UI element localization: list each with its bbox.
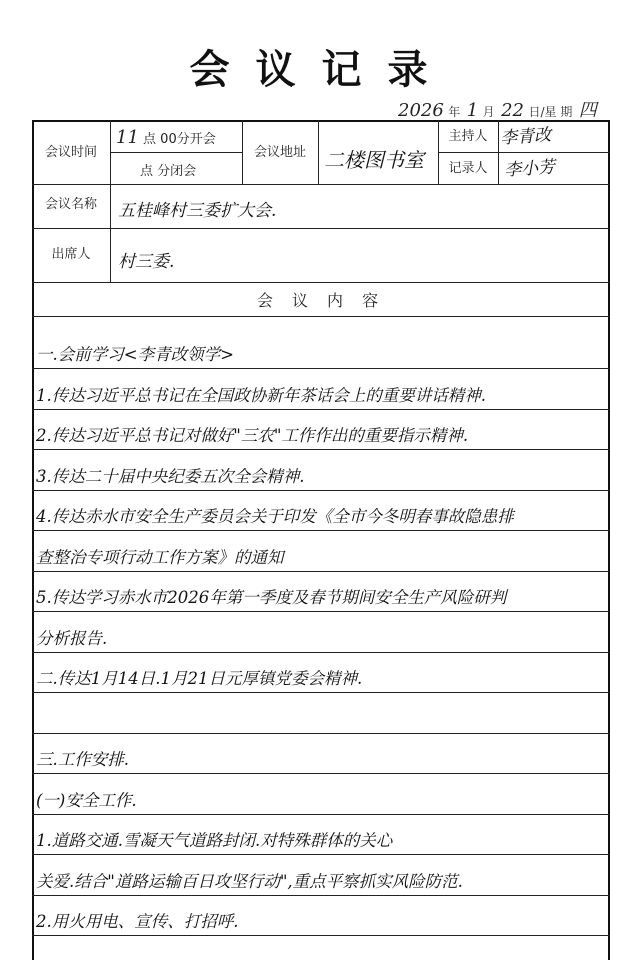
date-month-suffix: 月 (482, 105, 495, 119)
meeting-date (398, 96, 597, 122)
meeting-time-label: 会议时间 (44, 145, 97, 160)
recorder-label: 记录人 (448, 161, 488, 176)
date-year: 2026 (398, 100, 444, 121)
ruled-line (32, 490, 610, 491)
ruled-line (32, 530, 610, 531)
ruled-line (32, 854, 610, 855)
row-divider (32, 184, 610, 185)
content-line: 二.传达1月14日.1月21日元厚镇党委会精神. (36, 669, 363, 688)
content-line: 2.用火用电、宣传、打招呼. (36, 912, 239, 931)
content-line: 三.工作安排. (36, 750, 129, 769)
row-divider (32, 228, 610, 229)
content-line: 一.会前学习<李青改领学> (36, 345, 234, 364)
content-line: 2.传达习近平总书记对做好"三农"工作作出的重要指示精神. (36, 426, 469, 445)
row-divider (32, 316, 610, 317)
content-line: (一)安全工作. (36, 790, 137, 810)
ruled-line (32, 692, 610, 693)
recorder-signature: 李小芳 (503, 157, 556, 181)
content-line: 1.传达习近平总书记在全国政协新年茶话会上的重要讲话精神. (36, 385, 486, 405)
content-line: 关爱.结合"道路运输百日攻坚行动",重点平察抓实风险防范. (36, 871, 463, 891)
ruled-line (32, 814, 610, 815)
host-signature: 李青改 (499, 125, 552, 149)
attendee-label: 出席人 (51, 247, 91, 262)
ruled-line (32, 611, 610, 612)
date-day-suffix: 日/星 期 (528, 105, 573, 119)
attendee-value: 村三委. (118, 252, 175, 272)
start-time-text: 点 00分开会 (143, 132, 216, 147)
date-year-suffix: 年 (448, 105, 461, 119)
content-line: 3.传达二十届中央纪委五次全会精神. (36, 466, 305, 486)
start-time-cell (116, 127, 216, 148)
ruled-line (32, 935, 610, 936)
content-line: 5.传达学习赤水市2026年第一季度及春节期间安全生产风险研判 (36, 588, 507, 607)
document-title: 会议记录 (189, 46, 454, 93)
ruled-line (32, 773, 610, 774)
ruled-line (32, 652, 610, 653)
ruled-line (32, 368, 610, 369)
content-line: 分析报告. (36, 628, 108, 648)
meeting-name-value: 五桂峰村三委扩大会. (118, 201, 277, 221)
ruled-line (32, 449, 610, 450)
ruled-line (32, 733, 610, 734)
ruled-line (32, 895, 610, 896)
meeting-name-label: 会议名称 (44, 197, 97, 212)
start-hour: 11 (116, 127, 139, 148)
label-column-line (110, 120, 111, 282)
date-day: 22 (501, 100, 525, 121)
content-line: 查整治专项行动工作方案》的通知 (36, 547, 284, 567)
time-split-line (110, 152, 242, 153)
row-divider (32, 282, 610, 283)
host-label: 主持人 (448, 129, 488, 144)
ruled-line (32, 409, 610, 410)
end-time-text: 点 分闭会 (140, 164, 197, 179)
ruled-line (32, 571, 610, 572)
content-line: 1.道路交通.雪凝天气道路封闭.对特殊群体的关心 (36, 831, 393, 850)
host-split-line (438, 152, 610, 153)
date-weekday: 四 (578, 100, 597, 121)
content-line: 4.传达赤水市安全生产委员会关于印发《全市今冬明春事故隐患排 (36, 507, 514, 526)
meeting-place-label: 会议地址 (253, 145, 306, 160)
col-line (318, 120, 319, 184)
content-heading: 会 议 内 容 (256, 291, 386, 310)
date-month: 1 (466, 100, 479, 121)
meeting-place-value: 二楼图书室 (324, 148, 424, 172)
